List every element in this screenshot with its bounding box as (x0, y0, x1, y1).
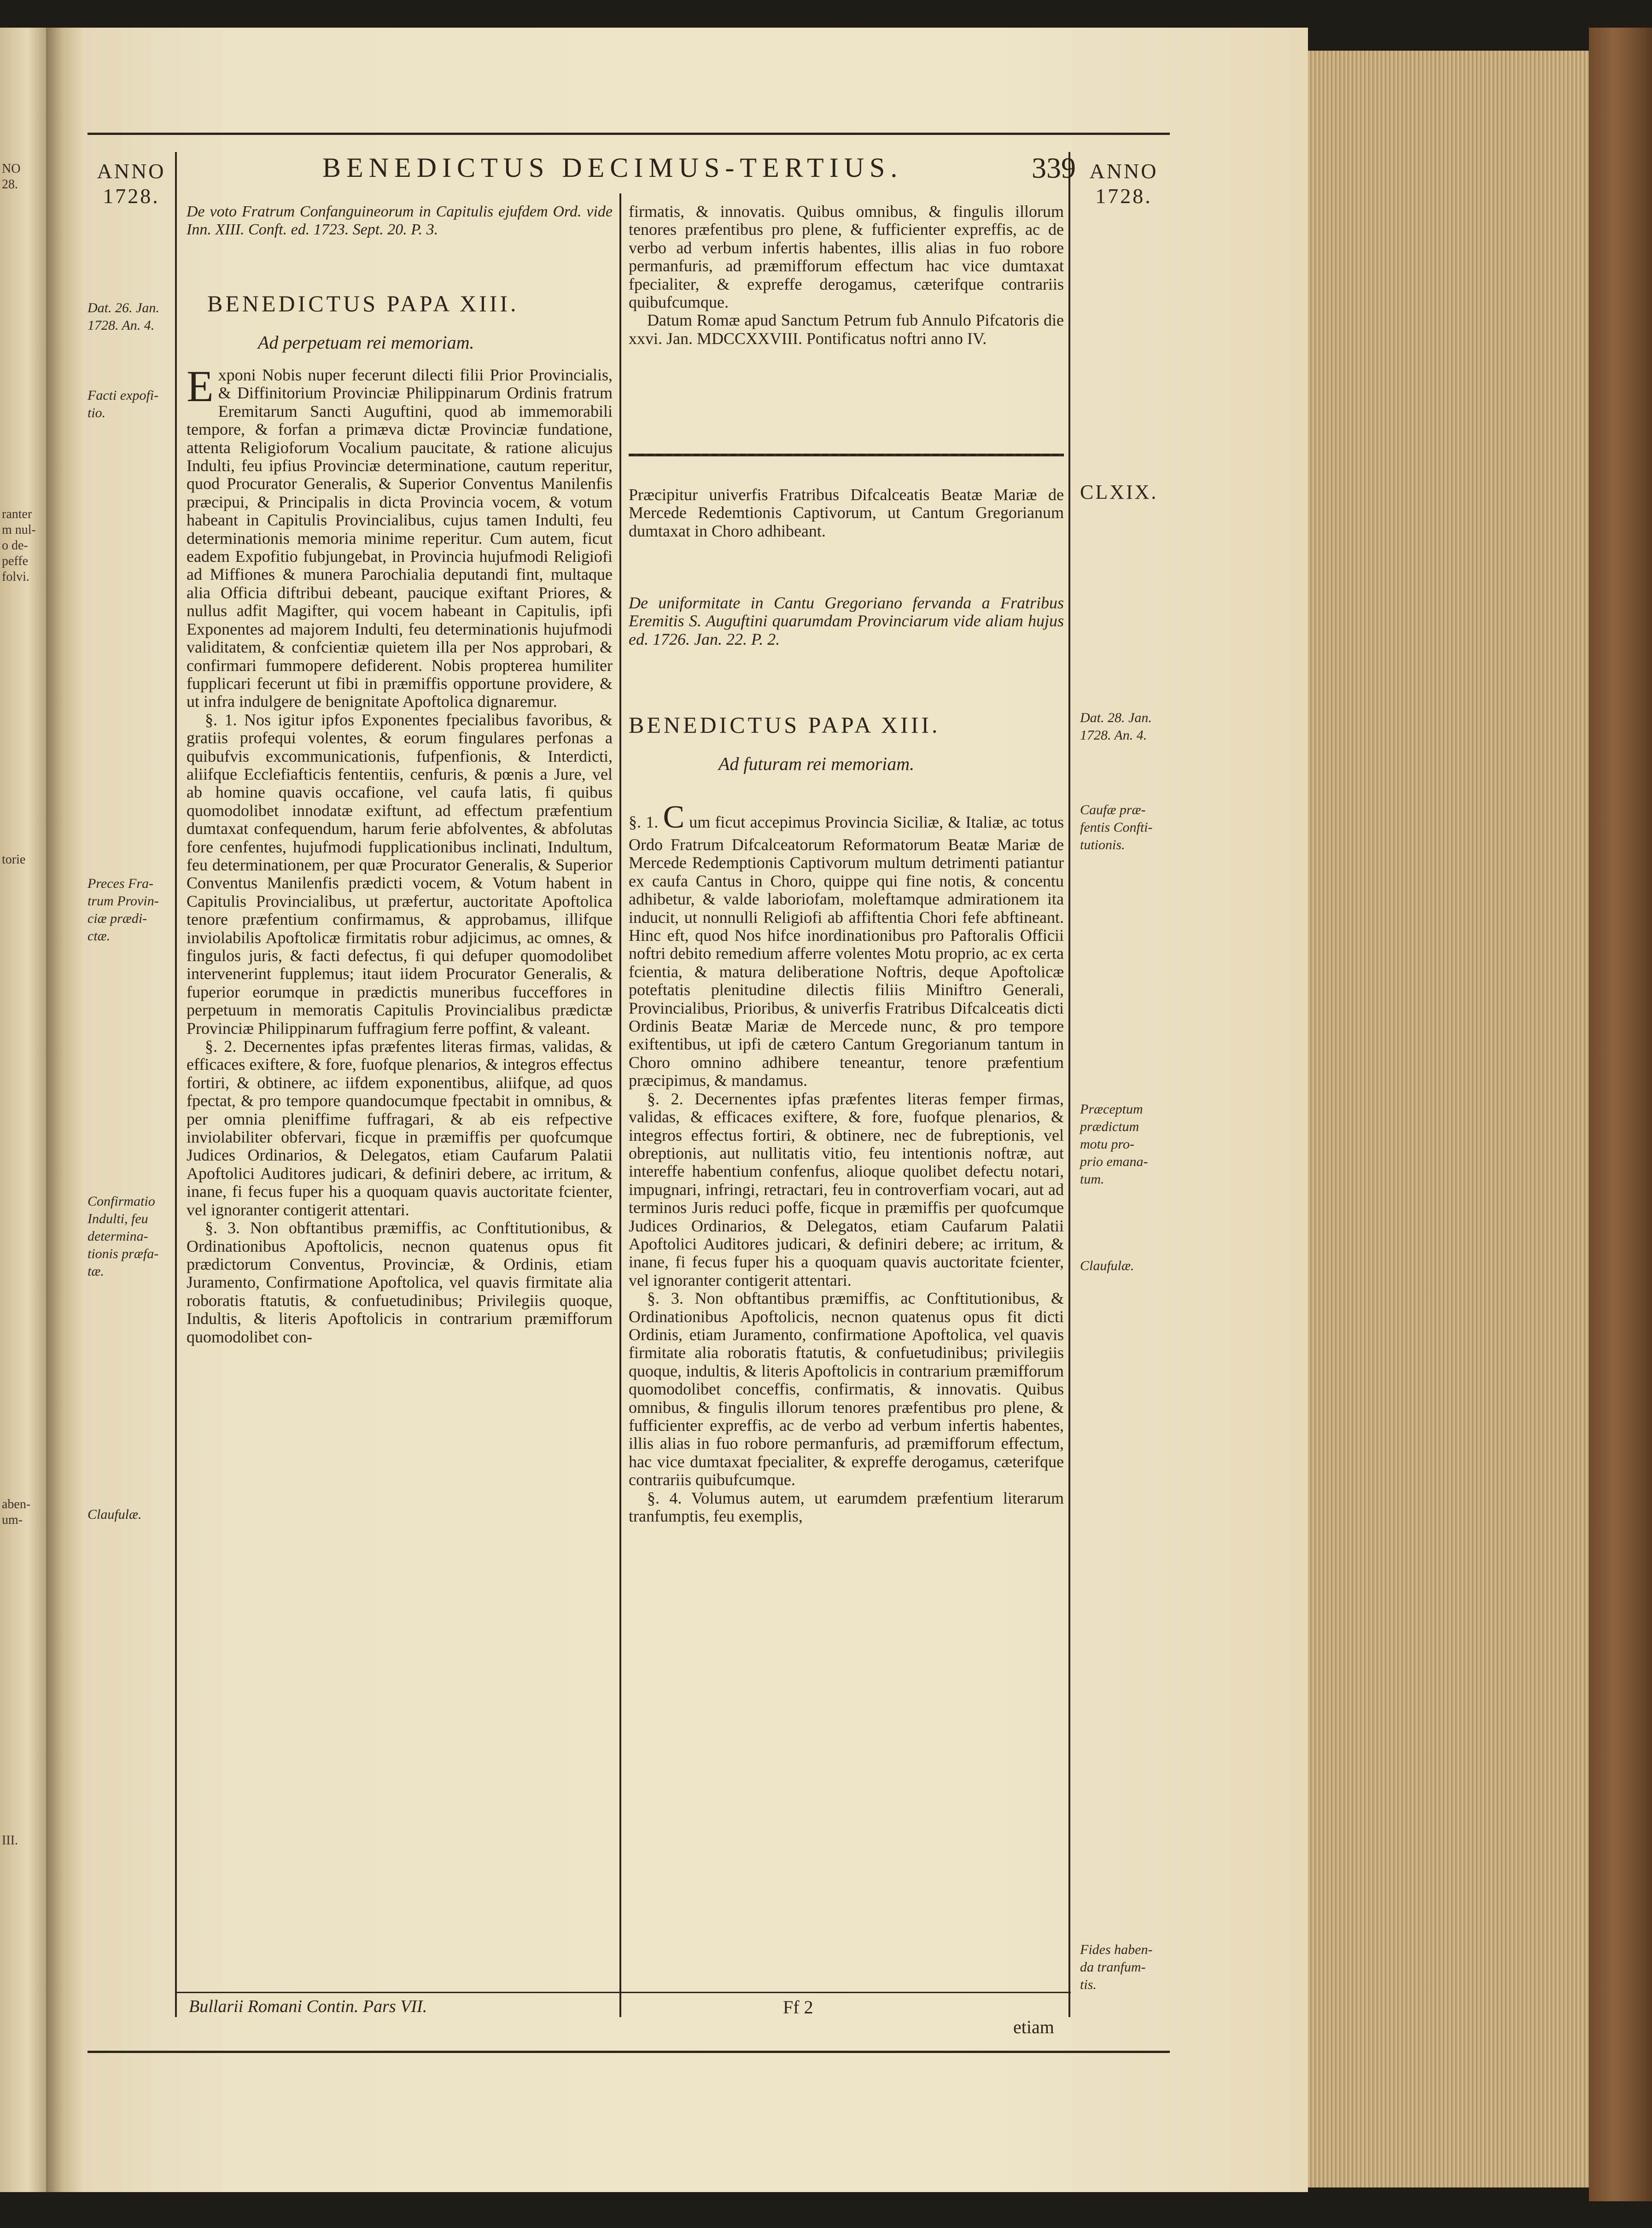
margin-note-facti: Facti expofi- tio. (88, 388, 159, 420)
margin-note-praeceptum: Præceptum prædictum motu pro- prio emana- tum. (1080, 1102, 1148, 1187)
paragraph: §. 2. Decernentes ipfas præfentes literas femper firmas, validas, & efficaces exiftere, & fore, fuofque plenarios, & integros effectus fortiri, & obtinere, nec de fubreptionis, vel obreptionis, aut nullitatis vitio, feu intentionis noftræ, aut intereffe habentium confenfus, alioque quolibet defectu notari, impugnari, infringi, retractari, feu in controverfiam vocari, aut ad terminos Juris reduci poffe, ficque in præmiffis per quofcumque Judices Ordinarios, & Delegatos, etiam Caufarum Palatii Apoftolici Auditores judicari, & definiri debere; ac irritum, & inane, fi fecus fuper his a quoquam quavis auctoritate fcienter, vel ignoranter contigerit attentari. (629, 1089, 1064, 1289)
section-heading: BENEDICTUS PAPA XIII. (629, 712, 940, 738)
section-subheading: Ad futuram rei memoriam. (718, 753, 915, 774)
section-heading: BENEDICTUS PAPA XIII. (207, 291, 519, 316)
year-right: ANNO 1728. (1089, 159, 1158, 208)
year-left: ANNO 1728. (97, 159, 166, 208)
margin-note-date: Dat. 28. Jan. 1728. An. 4. (1080, 710, 1152, 743)
cross-reference-note: De voto Fratrum Confanguineorum in Capitulis ejufdem Ord. vide Inn. XIII. Conft. ed. 1723. Sept. 20. P. 3. (187, 203, 613, 238)
column-rule-left (175, 152, 177, 2017)
column-rule-right (1068, 152, 1070, 2017)
facing-page-note: ranter m nul- o de- peffe folvi. (2, 507, 36, 584)
margin-note-clausulae: Claufulæ. (1080, 1258, 1134, 1273)
paragraph: um ficut accepimus Provincia Siciliæ, & Italiæ, ac totus Ordo Fratrum Difcalceatorum Reformatorum Beatæ Mariæ de Mercede Redemptionis Captivorum multum detrimenti patiantur ex caufa Cantus in Choro, quippe qui fine notis, & concentu adhibetur, & valde laboriofam, moleftamque admirationem ita inducit, ut nonnulli Religiofi ab affiftentia Chori fefe abftineant. Hinc eft, quod Nos hifce inordinationibus pro Paftoralis Officii noftri debito remedium afferre volentes Motu proprio, ac ex certa fcientia, & matura deliberatione Noftris, deque Apoftolicæ poteftatis plenitudine dilectis filiis Miniftro Generali, Provincialibus, Prioribus, & univerfis Fratribus Difcalceatis dicti Ordinis Beatæ Mariæ de Mercede nunc, & pro tempore exiftentibus, ut ipfi de cætero Cantum Gregorianum tantum in Choro omnino adhibere teneantur, tenore præfentium præcipimus, & mandamus. (629, 813, 1064, 1090)
left-column-body (187, 362, 613, 1346)
facing-page-note: torie (2, 852, 26, 867)
margin-note-fides: Fides haben- da tranfum- tis. (1080, 1942, 1153, 1992)
book-gutter (46, 28, 83, 2192)
page-number: 339 (1032, 152, 1076, 184)
paragraph: §. 4. Volumus autem, ut earumdem præfentium literarum tranfumptis, feu exemplis, (629, 1488, 1064, 1526)
paragraph: firmatis, & innovatis. Quibus omnibus, & fingulis illorum tenores præfentibus pro plene, & fufficienter expreffis, ac de verbo ad verbum infertis habentes, illis alias in fuo robore permanfuris, ad præmifforum effectum hac vice dumtaxat fpecialiter, & expreffe derogamus, cæterifque contrariis quibufcumque. (629, 202, 1064, 312)
margin-note-date: Dat. 26. Jan. 1728. An. 4. (88, 300, 159, 333)
summary: Præcipitur univerfis Fratribus Difcalceatis Beatæ Mariæ de Mercede Redemtionis Captivorum, ut Cantum Gregorianum dumtaxat in Choro adhibeant. (629, 485, 1064, 540)
constitution-number: CLXIX. (1080, 481, 1158, 503)
right-column-body (629, 799, 1064, 1525)
margin-note-causae: Caufæ præ- fentis Confti- tutionis. (1080, 802, 1153, 852)
paragraph: §. 1. Nos igitur ipfos Exponentes fpecialibus favoribus, & gratiis profequi volentes, & eorum fingulares perfonas a quibufvis excommunicationis, fufpenfionis, & Interdicti, aliifque Ecclefiafticis fententiis, cenfuris, & pœnis a Jure, vel ab homine quavis occafione, vel caufa latis, fi quibus quomodolibet innodatæ exiftunt, ad effectum præfentium dumtaxat confequendum, harum ferie abfolventes, & abfolutas fore cenfentes, hujufmodi fupplicationibus inclinati, Indultum, feu determinationem, per quæ Procurator Generalis, & Superior Conventus Manilenfis prædicti vocem, & Votum habent in Capitulis Provincialibus, ut præfertur, auctoritate Apoftolica tenore præfentium confirmamus, & approbamus, illifque inviolabilis Apoftolicæ firmitatis robur adjicimus, ac omnes, & fingulos juris, & facti defectus, fi qui defuper quomodolibet intervenerint fupplemus; itaut iidem Procurator Generalis, & fuperior eorumque in prædictis muneribus fucceffores in perpetuum in memoratis Capitulis Provincialibus prædictæ Provinciæ Philippinarum fuffragium ferre poffint, & valeant. (187, 710, 613, 1038)
facing-page-note: NO 28. (2, 162, 21, 192)
right-column-top (629, 203, 1064, 348)
catchword: etiam (1013, 2017, 1054, 2037)
paragraph: §. 3. Non obftantibus præmiffis, ac Conftitutionibus, & Ordinationibus Apoftolicis, necnon quatenus opus fit prædictorum Conventus, Provinciæ, & Ordinis, etiam Juramento, Confirmatione Apoftolica, vel quavis firmitate alia roboratis ftatutis, & confuetudinibus; Privilegiis quoque, Indultis, & literis Apoftolicis in contrarium præmifforum quomodolibet con- (187, 1219, 613, 1346)
column-rule-middle (619, 193, 621, 2017)
section-subheading: Ad perpetuam rei memoriam. (258, 332, 474, 353)
footer-rule (175, 1992, 1071, 1993)
margin-note-confirmatio: Confirmatio Indulti, feu determina- tionis præfa- tæ. (88, 1194, 159, 1279)
margin-note-preces: Preces Fra- trum Provin- ciæ prædi- ctæ. (88, 876, 159, 944)
paragraph: §. 2. Decernentes ipfas præfentes literas firmas, validas, & efficaces exiftere, & fore, fuofque plenarios, & integros effectus fortiri, & obtinere, ac iifdem exponentibus, aliifque, ad quos fpectat, & pro tempore quandocumque fpectabit in omnibus, & per omnia pleniffime fuffragari, & ab eis refpective inviolabiliter obfervari, ficque in præmiffis per quofcumque Judices Ordinarios, & Delegatos, etiam Caufarum Palatii Apoftolici Auditores judicari, & definiri debere, ac irritum, & inane, fi fecus fuper his a quoquam quavis auctoritate fcienter, vel ignoranter contigerit attentari. (187, 1037, 613, 1219)
dating-clause: Datum Romæ apud Sanctum Petrum fub Annulo Pifcatoris die xxvi. Jan. MDCCXXVIII. Pontificatus noftri anno IV. (629, 311, 1064, 348)
facing-page-note: III. (2, 1833, 18, 1848)
cross-reference-note: De uniformitate in Cantu Gregoriano fervanda a Fratribus Eremitis S. Auguftini quarumdam Provinciarum vide aliam hujus ed. 1726. Jan. 22. P. 2. (629, 594, 1064, 648)
page-block-fore-edge (1308, 51, 1589, 2187)
paragraph: xponi Nobis nuper fecerunt dilecti filii Prior Provincialis, & Diffinitorium Provinciæ Philippinarum Ordinis fratrum Eremitarum Sancti Auguftini, quod ab immemorabili tempore, & forfan a primæva dictæ Provinciæ fundatione, attenta Religioforum Vocalium paucitate, & ratione alicujus Indulti, feu ipfius Provinciæ determinatione, cautum reperitur, quod Procurator Generalis, & Superior Conventus Manilenfis præcipui, & Principalis in dicta Provincia vocem, & votum habeant in Capitulis Provincialibus, cujus tamen Indulti, feu determinationis memoria minime reperitur. Cum autem, ficut eadem Expofitio fubjungebat, in Provincia hujufmodi Religiofi ad Miffiones & munera Parochialia deputandi fint, multaque alia Officia diftribui debeant, paucique exiftant Priores, & nullus adfit Magifter, qui vocem habeant in Capitulis, ipfi Exponentes ad majorem Indulti, feu determinationis hujufmodi validitatem, & confcientiæ quietem illa per Nos approbari, & confirmari fummopere defiderent. Nobis propterea humiliter fupplicari fecerunt ut fibi in præmiffis opportune providere, & ut infra indulgere de benignitate Apoftolica dignaremur. (187, 366, 613, 711)
paragraph: §. 3. Non obftantibus præmiffis, ac Conftitutionibus, & Ordinationibus Apoftolicis, necnon quatenus opus fit dicti Ordinis, etiam Juramento, confirmatione Apoftolica, vel quavis firmitate alia roboratis ftatutis, & confuetudinibus; privilegiis quoque, indultis, & literis Apoftolicis in contrarium præmifforum quomodolibet conceffis, confirmatis, & innovatis. Quibus omnibus, & fingulis illorum tenores præfentibus pro plene, & fufficienter expreffis, ac de verbo ad verbum infertis habentes, illis alias in fuo robore permanfuris, ad præmifforum effectum, hac vice dumtaxat fpecialiter, & expreffe derogamus, cæterifque contrariis quibufcumque. (629, 1289, 1064, 1489)
signature-mark: Ff 2 (783, 1997, 813, 2018)
running-title: BENEDICTUS DECIMUS-TERTIUS. (322, 152, 903, 183)
section-mark: §. 1. (629, 813, 659, 831)
drop-cap: C (663, 799, 685, 835)
facing-page-note: aben- um- (2, 1497, 31, 1527)
facing-page-edge (0, 28, 46, 2192)
book-cover-edge (1589, 28, 1652, 2201)
ornamental-separator (629, 454, 1064, 456)
drop-cap: E (187, 362, 214, 411)
footer-title: Bullarii Romani Contin. Pars VII. (189, 1997, 427, 2016)
margin-note-clausulae: Claufulæ. (88, 1507, 142, 1522)
